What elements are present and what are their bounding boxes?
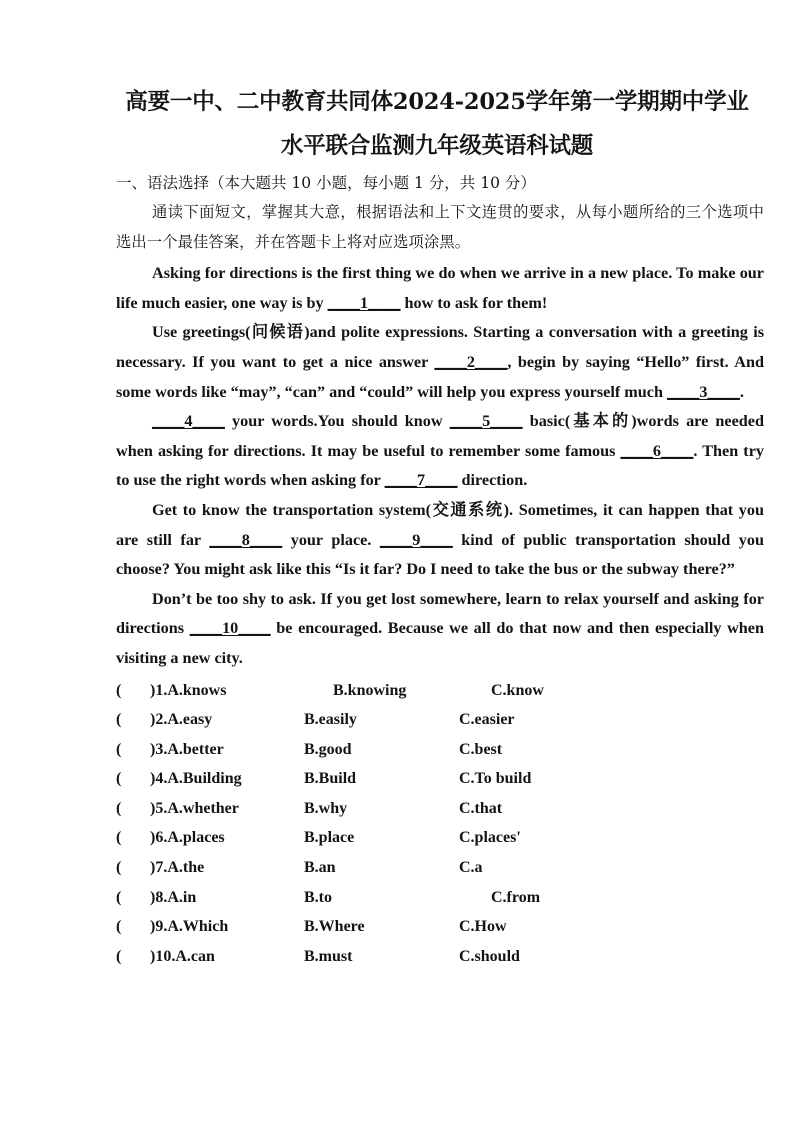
passage-paragraph-3 (116, 407, 764, 496)
option-a: )7.A.the (150, 859, 205, 877)
passage-text: . Then try to use the right words when asking for (116, 441, 764, 490)
answer-paren[interactable]: ( (116, 799, 122, 817)
option-a: )3.A.better (150, 740, 224, 758)
question-row (116, 883, 764, 913)
blank-2: ____2____ (434, 352, 508, 371)
question-row (116, 764, 764, 794)
exam-title (110, 80, 764, 168)
passage-text: direction. (457, 471, 528, 490)
blank-7: ____7____ (384, 471, 458, 490)
reading-passage (116, 259, 764, 673)
answer-paren[interactable]: ( (116, 829, 122, 847)
blank-4: ____4____ (152, 412, 225, 431)
option-c: C.places' (459, 829, 521, 847)
question-options (116, 676, 764, 972)
question-row (116, 853, 764, 883)
option-a: )9.A.Which (150, 918, 229, 936)
answer-paren[interactable]: ( (116, 947, 122, 965)
option-c: C.best (459, 740, 503, 758)
option-b: B.place (304, 829, 355, 847)
question-row (116, 676, 764, 706)
passage-text: , begin by saying “Hello” first. And some words like “may”, “can” and “could” will help you express yourself much (116, 352, 764, 401)
question-row (116, 823, 764, 853)
passage-text: kind of public transportation should you choose? You might ask like this “Is it far? Do I need to take the bus or the subway there?” (116, 530, 764, 579)
answer-paren[interactable]: ( (116, 888, 122, 906)
option-c: C.should (459, 947, 520, 965)
option-c: C.know (491, 681, 544, 699)
section-heading: 一、语法选择（本大题共 10 小题，每小题 1 分，共 10 分） (116, 174, 536, 192)
option-c: C.a (459, 859, 483, 877)
passage-text: your words.You should know (224, 412, 450, 431)
option-b: B.Build (304, 770, 357, 788)
answer-paren[interactable]: ( (116, 770, 122, 788)
option-c: C.from (491, 888, 541, 906)
passage-paragraph-1 (116, 259, 764, 318)
section-instructions: 通读下面短文，掌握其大意，根据语法和上下文连贯的要求，从每小题所给的三个选项中选出一个最佳答案，并在答题卡上将对应选项涂黑。 (116, 203, 764, 251)
question-row (116, 735, 764, 765)
option-c: C.How (459, 918, 507, 936)
passage-text: Get to know the transportation system(交通系统). Sometimes, it can happen that you are still far (116, 500, 764, 549)
option-b: B.easily (304, 711, 357, 729)
answer-paren[interactable]: ( (116, 859, 122, 877)
title-line-2: 水平联合监测九年级英语科试题 (280, 133, 594, 159)
passage-text: Asking for directions is the first thing we do when we arrive in a new place. To make our life much easier, one way is by (116, 264, 764, 312)
passage-text: your place. (282, 530, 380, 549)
blank-10: ____10____ (189, 619, 271, 638)
option-b: B.an (304, 859, 336, 877)
blank-6: ____6____ (620, 441, 694, 460)
option-a: )10.A.can (150, 947, 215, 965)
answer-paren[interactable]: ( (116, 740, 122, 758)
blank-5: ____5____ (449, 412, 523, 431)
passage-text: . (739, 382, 744, 401)
option-b: B.knowing (333, 681, 407, 699)
passage-text: Use greetings(问候语)and polite expressions. Starting a conversation with a greeting is necessary. If you want to get a nice answer (116, 323, 764, 371)
passage-text: basic(基本的)words are needed when asking for directions. It may be useful to remember some famous (116, 412, 764, 460)
passage-text: Don’t be too shy to ask. If you get lost somewhere, learn to relax yourself and asking for directions (116, 589, 764, 638)
option-a: )4.A.Building (150, 770, 242, 788)
option-a: )1.A.knows (150, 681, 227, 699)
option-a: )6.A.places (150, 829, 225, 847)
question-row (116, 705, 764, 735)
answer-paren[interactable]: ( (116, 918, 122, 936)
answer-paren[interactable]: ( (116, 711, 122, 729)
passage-paragraph-4 (116, 496, 764, 585)
option-c: C.that (459, 799, 503, 817)
passage-paragraph-2 (116, 318, 764, 407)
blank-1: ____1____ (327, 293, 401, 312)
question-row (116, 794, 764, 824)
question-row (116, 942, 764, 972)
passage-paragraph-5 (116, 585, 764, 674)
passage-text: how to ask for them! (400, 293, 548, 312)
question-row (116, 912, 764, 942)
option-b: B.to (304, 888, 332, 906)
option-b: B.Where (304, 918, 365, 936)
answer-paren[interactable]: ( (116, 681, 122, 699)
option-c: C.easier (459, 711, 515, 729)
blank-3: ____3____ (667, 382, 740, 401)
option-b: B.must (304, 947, 353, 965)
passage-text: be encouraged. Because we all do that now and then especially when visiting a new city. (116, 619, 764, 667)
blank-9: ____9____ (379, 530, 453, 549)
option-a: )8.A.in (150, 888, 197, 906)
option-c: C.To build (459, 770, 532, 788)
option-a: )5.A.whether (150, 799, 239, 817)
option-a: )2.A.easy (150, 711, 213, 729)
title-line-1: 高要一中、二中教育共同体2024-2025学年第一学期期中学业 (125, 89, 749, 115)
option-b: B.why (304, 799, 348, 817)
blank-8: ____8____ (209, 530, 283, 549)
option-b: B.good (304, 740, 352, 758)
